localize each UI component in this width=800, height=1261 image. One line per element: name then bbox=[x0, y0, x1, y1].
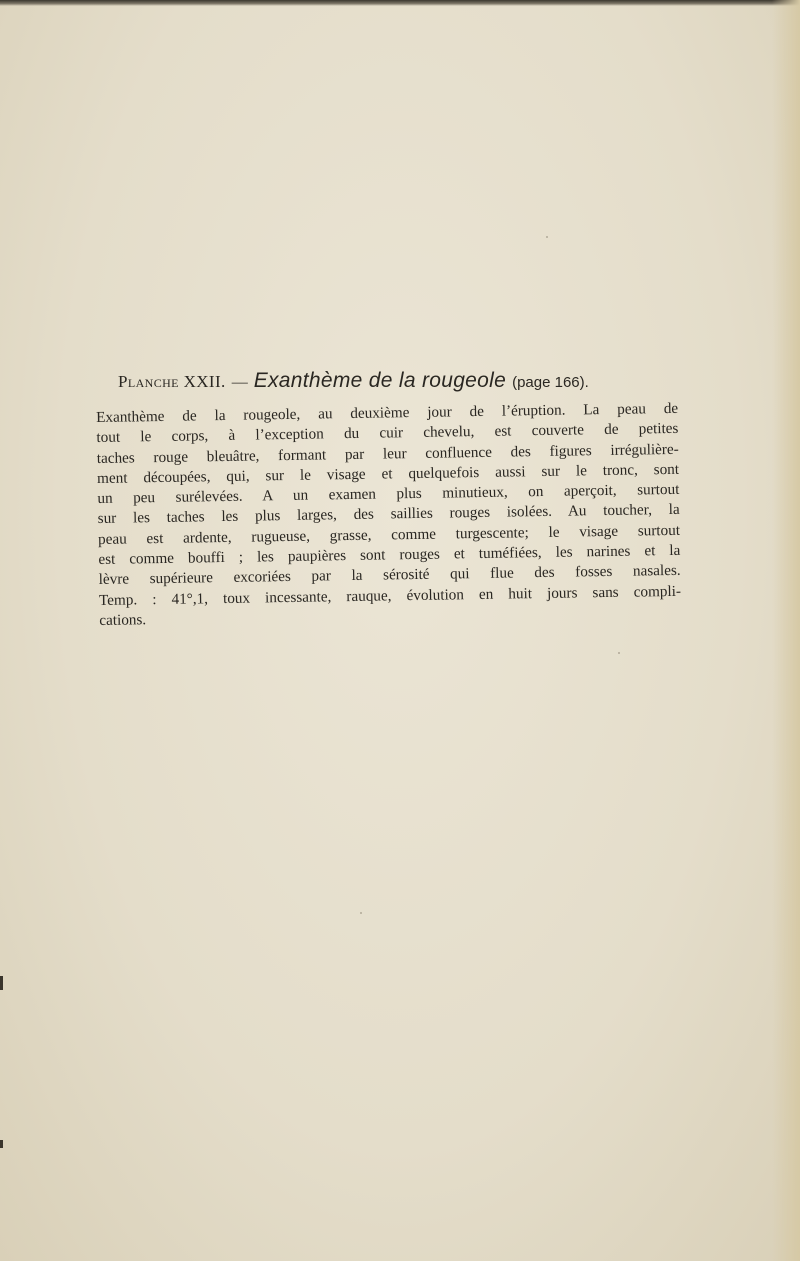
description-line: Exanthème de la rougeole, au deuxième jour de l’éruption. La peau de bbox=[96, 399, 679, 426]
binding-mark bbox=[0, 1140, 3, 1148]
plate-description bbox=[96, 399, 681, 631]
paper-speck bbox=[546, 236, 548, 238]
binding-mark bbox=[0, 976, 3, 990]
plate-title: Exanthème de la rougeole bbox=[253, 369, 507, 392]
description-line: un peu surélevées. A un examen plus minutieux, on aperçoit, surtout bbox=[97, 481, 680, 508]
heading-dash: — bbox=[231, 374, 248, 391]
description-line: peau est ardente, rugueuse, grasse, comme turgescente; le visage surtout bbox=[97, 521, 681, 548]
description-line: cations. bbox=[99, 611, 147, 629]
plate-heading bbox=[118, 366, 718, 396]
description-line: lèvre supérieure excoriées par la sérosité qui flue des fosses nasales. bbox=[98, 562, 681, 589]
page-reference: (page 166). bbox=[512, 374, 589, 391]
description-line: Temp. : 41°,1, toux incessante, rauque, évolution en huit jours sans compli- bbox=[98, 582, 682, 609]
paper-speck bbox=[618, 652, 620, 654]
plate-label: Planche XXII. bbox=[118, 372, 226, 391]
description-line: ment découpées, qui, sur le visage et quelquefois aussi sur le tronc, sont bbox=[96, 460, 680, 487]
description-line: est comme bouffi ; les paupières sont rouges et tuméfiées, les narines et la bbox=[98, 541, 681, 569]
page-right-edge bbox=[772, 0, 800, 1261]
description-line: sur les taches les plus larges, des saillies rouges isolées. Au toucher, la bbox=[97, 501, 680, 528]
paper-speck bbox=[360, 912, 362, 914]
description-line: taches rouge bleuâtre, formant par leur confluence des figures irrégulière- bbox=[96, 440, 679, 467]
description-line: tout le corps, à l’exception du cuir chevelu, est couverte de petites bbox=[96, 420, 679, 447]
page-top-edge bbox=[0, 0, 800, 6]
